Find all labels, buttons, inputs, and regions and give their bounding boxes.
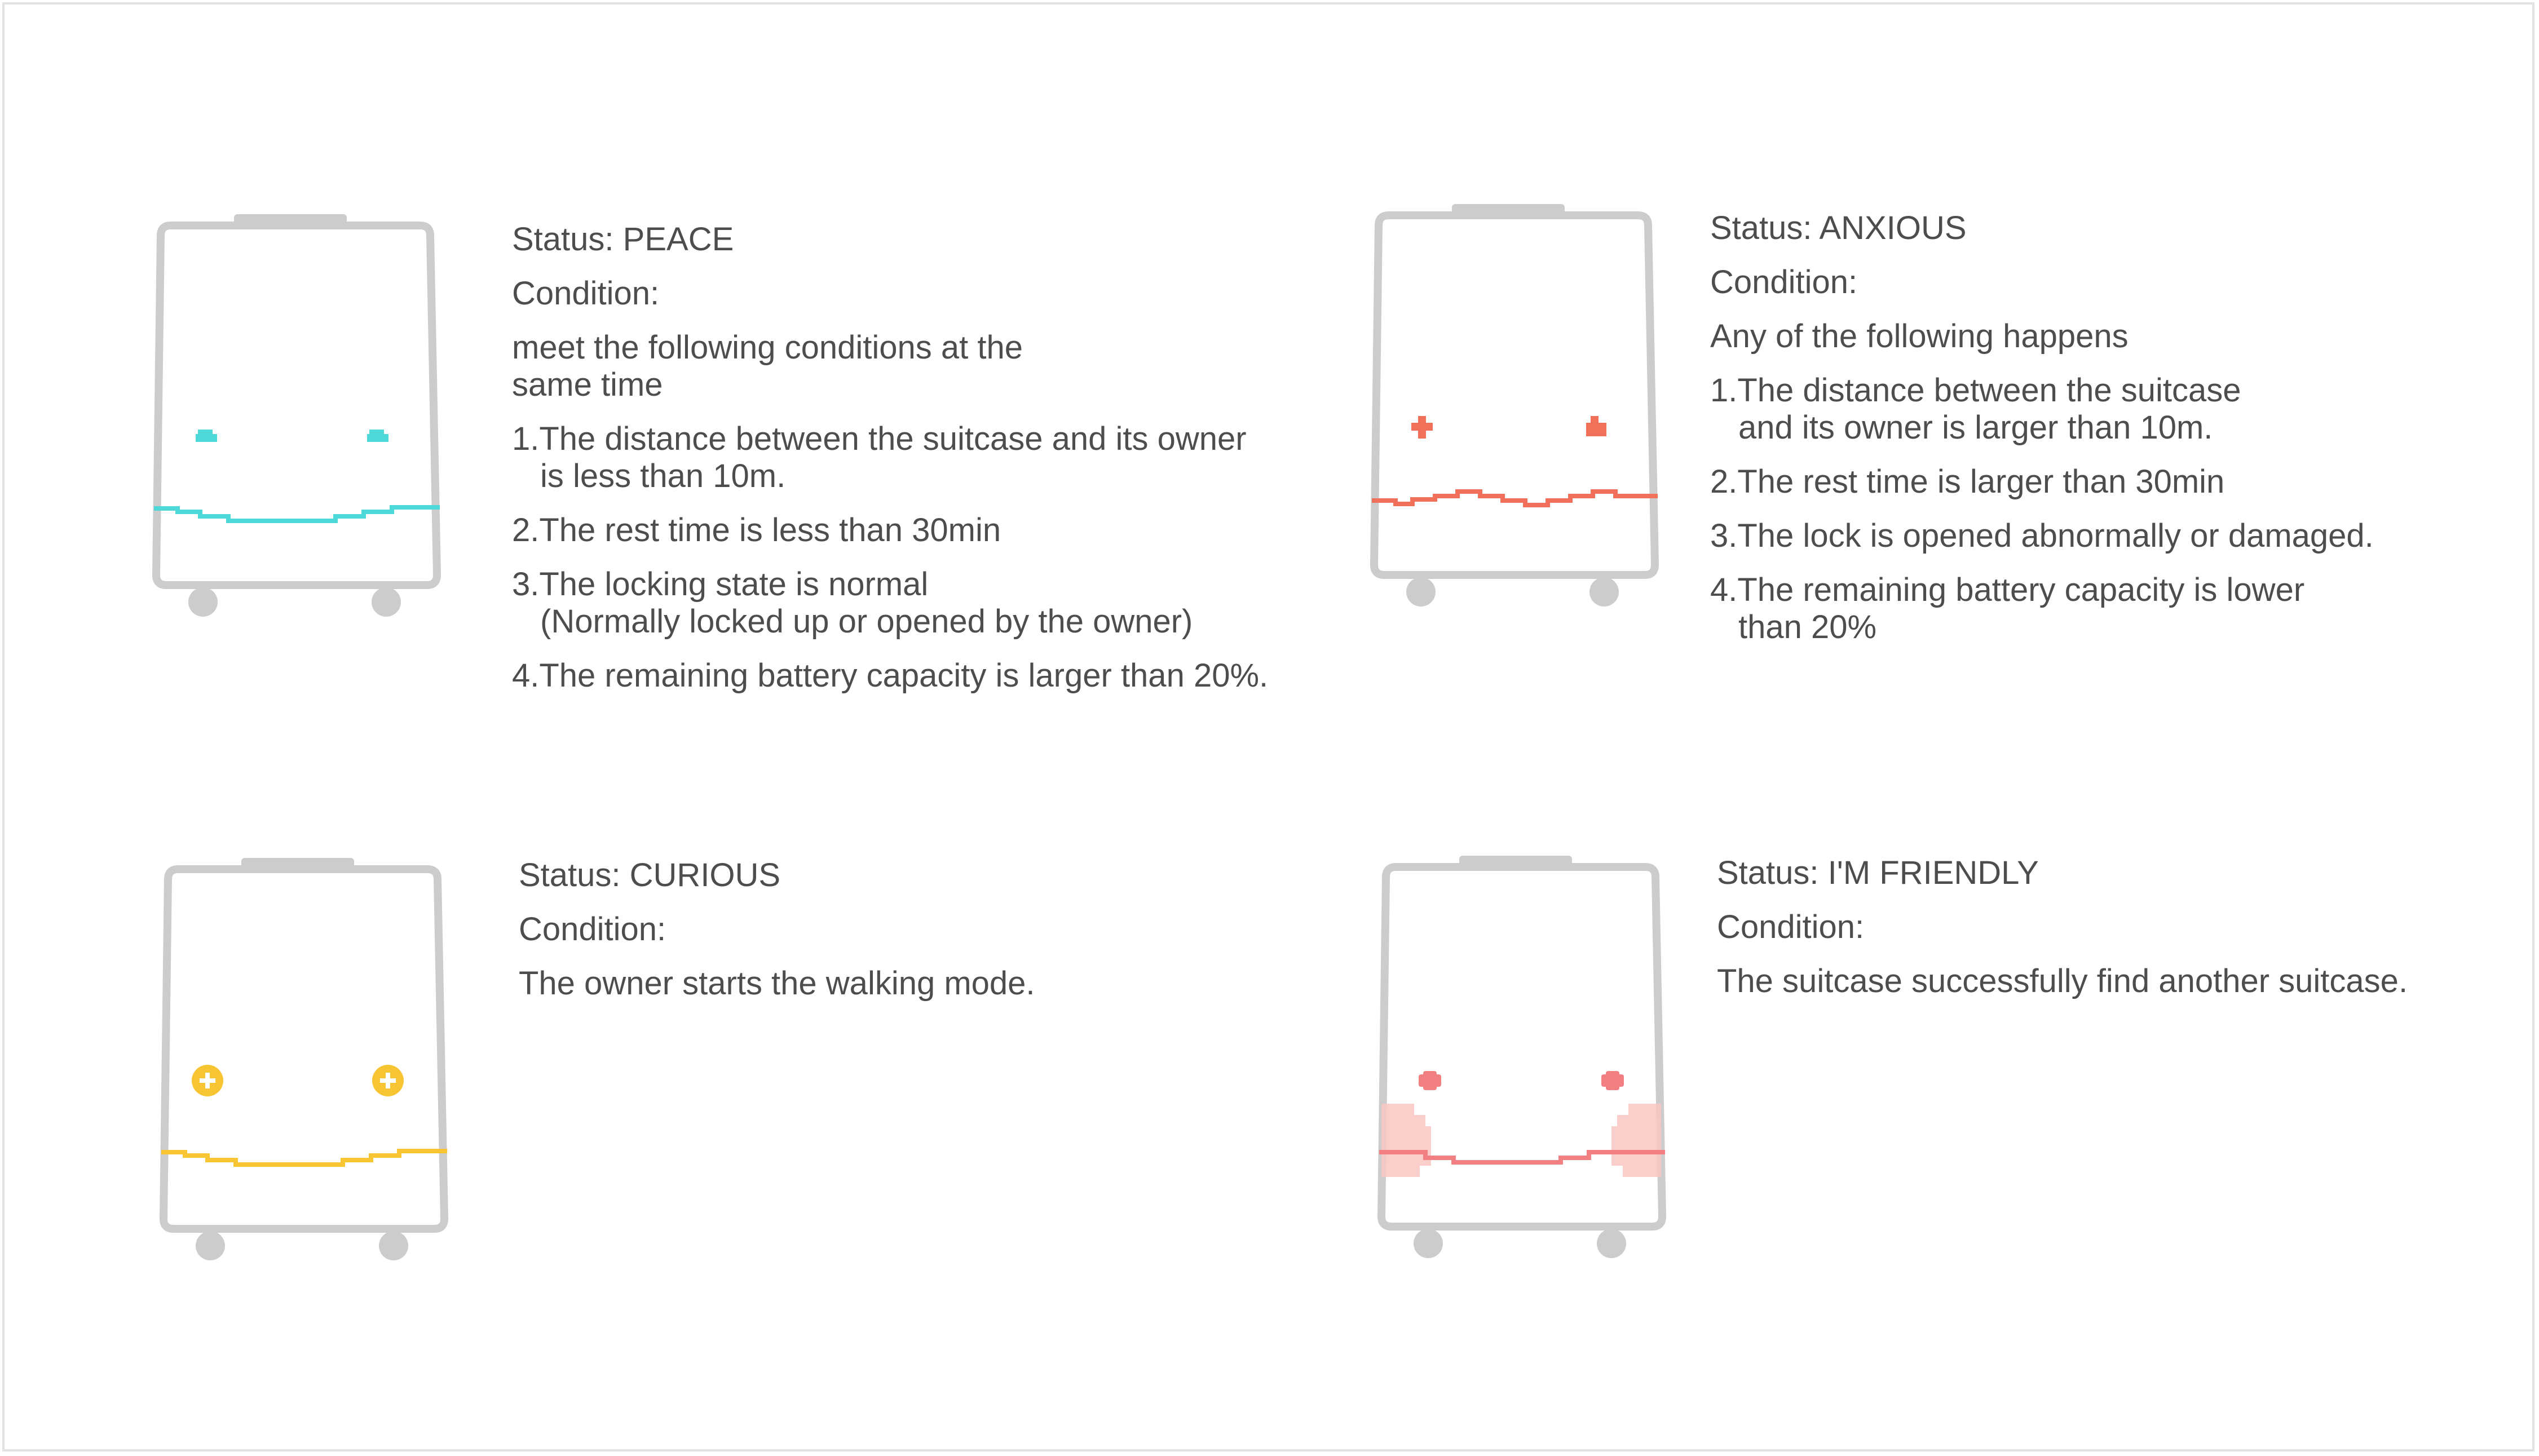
wheel-icon bbox=[196, 1231, 225, 1260]
curious-condition-label: Condition: bbox=[519, 911, 666, 948]
suitcase-curious-face-icon bbox=[151, 852, 456, 1281]
peace-intro-2: same time bbox=[512, 366, 663, 403]
friendly-condition-label: Condition: bbox=[1717, 909, 1865, 945]
anxious-description bbox=[1710, 210, 2374, 663]
anxious-condition-label: Condition: bbox=[1710, 264, 1858, 300]
anxious-status: Status: ANXIOUS bbox=[1710, 210, 1967, 246]
peace-description bbox=[512, 221, 1268, 711]
wheel-icon bbox=[379, 1231, 408, 1260]
peace-item-2: 2.The rest time is less than 30min bbox=[512, 512, 1001, 548]
peace-intro-1: meet the following conditions at the bbox=[512, 329, 1023, 366]
anxious-item-1b: and its owner is larger than 10m. bbox=[1738, 409, 2213, 446]
anxious-item-1a: 1.The distance between the suitcase bbox=[1710, 372, 2241, 409]
friendly-status: Status: I'M FRIENDLY bbox=[1717, 855, 2039, 891]
friendly-description bbox=[1717, 855, 2408, 1017]
anxious-item-3: 3.The lock is opened abnormally or damaged. bbox=[1710, 517, 2374, 554]
wheel-icon bbox=[1414, 1229, 1443, 1258]
wheel-icon bbox=[372, 587, 401, 617]
suitcase-peace-face-icon bbox=[144, 209, 448, 637]
suitcase-anxious-face-icon bbox=[1362, 198, 1666, 627]
curious-description bbox=[519, 857, 1035, 1019]
peace-item-1a: 1.The distance between the suitcase and its owner bbox=[512, 421, 1247, 457]
anxious-item-4b: than 20% bbox=[1738, 609, 1877, 645]
peace-item-3a: 3.The locking state is normal bbox=[512, 566, 929, 603]
anxious-intro: Any of the following happens bbox=[1710, 318, 2129, 355]
anxious-item-4a: 4.The remaining battery capacity is lower bbox=[1710, 572, 2305, 608]
suitcase-friendly-face-icon bbox=[1369, 850, 1673, 1278]
wheel-icon bbox=[1597, 1229, 1626, 1258]
peace-condition-label: Condition: bbox=[512, 275, 660, 312]
curious-status: Status: CURIOUS bbox=[519, 857, 781, 893]
peace-item-1b: is less than 10m. bbox=[540, 458, 786, 494]
suitcase-body bbox=[156, 225, 437, 585]
anxious-item-2: 2.The rest time is larger than 30min bbox=[1710, 463, 2225, 500]
suitcase-body bbox=[164, 869, 444, 1229]
peace-item-3b: (Normally locked up or opened by the owner) bbox=[540, 603, 1193, 640]
wheel-icon bbox=[1406, 577, 1436, 607]
peace-item-4: 4.The remaining battery capacity is larger than 20%. bbox=[512, 657, 1269, 694]
curious-description-text: The owner starts the walking mode. bbox=[519, 965, 1035, 1002]
wheel-icon bbox=[188, 587, 218, 617]
suitcase-body bbox=[1374, 215, 1655, 575]
suitcase-body bbox=[1381, 867, 1662, 1227]
wheel-icon bbox=[1589, 577, 1619, 607]
peace-status: Status: PEACE bbox=[512, 221, 734, 258]
friendly-description-text: The suitcase successfully find another suitcase. bbox=[1717, 963, 2408, 999]
